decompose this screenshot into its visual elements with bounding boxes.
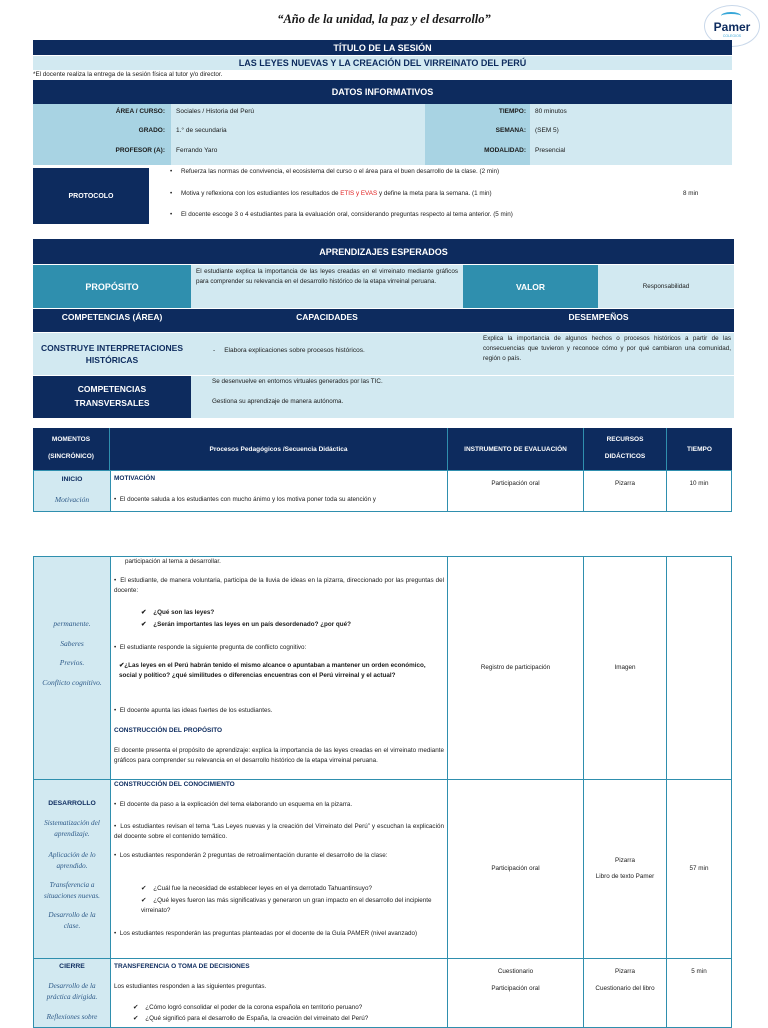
cierre-cq1: ✔ ¿Cómo logró consolidar el poder de la corona española en territorio peruano? — [133, 1004, 363, 1011]
p2-row2-recurso: Pizarra Libro de texto Pamer — [583, 779, 667, 959]
inicio-sub: Motivación — [54, 495, 90, 504]
valor-label: VALOR — [463, 265, 598, 308]
desempenos-header: DESEMPEÑOS — [568, 311, 629, 322]
p2-left-permanente: permanente. — [53, 619, 91, 628]
inicio-cell — [33, 470, 111, 512]
transversales-content — [191, 376, 734, 418]
etis-evas-highlight: ETIS y EVAS — [340, 190, 378, 197]
desarrollo-sub3: Transferencia a situaciones nuevas. — [44, 881, 100, 900]
protocolo-item-3: • El docente escoge 3 o 4 estudiantes para la evaluación oral, considerando preguntas respecto al tema anterior. (5 min) — [170, 211, 513, 218]
cierre-cq2: ✔ ¿Qué significó para el desarrollo de España, la creación del virreinato del Perú? — [133, 1015, 369, 1022]
construccion-conocimiento-title: CONSTRUCCIÓN DEL CONOCIMIENTO — [114, 781, 235, 788]
motivacion-title: MOTIVACIÓN — [114, 475, 156, 482]
inicio-label: INICIO — [61, 476, 83, 483]
desarrollo-d2: • Los estudiantes revisan el tema “Las Leyes nuevas y la creación del Virreinato del Perú” y escuchan la explicación del docente sobre el contenido temático. — [114, 823, 444, 840]
tiempo-value: 80 minutos — [535, 108, 567, 115]
col-procesos: Procesos Pedagógicos /Secuencia Didáctica — [209, 445, 348, 453]
transversal-1: Se desenvuelve en entornos virtuales generados por las TIC. — [212, 378, 383, 385]
inicio-recurso: Pizarra — [583, 470, 667, 512]
aprendizajes-header: APRENDIZAJES ESPERADOS — [33, 239, 734, 264]
logo-text: Pamer — [713, 20, 751, 34]
protocolo-item-2: • Motiva y reflexiona con los estudiantes los resultados de ETIS y EVAS y define la meta para la semana. (1 min) — [170, 190, 492, 197]
cierre-cell — [33, 958, 111, 1028]
p2-row3-tiempo: 5 min — [666, 958, 732, 1028]
cierre-sub1: Desarrollo de la práctica dirigida. — [46, 982, 98, 1001]
tiempo-label: TIEMPO: — [498, 108, 526, 115]
p2-row2-instrumento: Participación oral — [447, 779, 584, 959]
desarrollo-dq2: ✔ ¿Qué leyes fueron las más significativas y generaron un gran impacto en el desarrollo del incipiente virreinato? — [141, 897, 432, 914]
proposito-label: PROPÓSITO — [33, 265, 191, 308]
motivacion-text: • El docente saluda a los estudiantes con mucho ánimo y los motiva poner toda su atención y — [114, 496, 376, 503]
competencias-transversales-label: COMPETENCIAS TRANSVERSALES — [33, 376, 191, 418]
motivacion-cell — [110, 470, 448, 512]
p2-q1: ✔ ¿Qué son las leyes? — [141, 609, 215, 616]
capacidad-text: - Elabora explicaciones sobre procesos históricos. — [213, 347, 365, 354]
area-label: ÁREA / CURSO: — [115, 108, 165, 115]
grado-value: 1.° de secundaria — [176, 127, 227, 134]
protocolo-time: 8 min — [683, 190, 699, 197]
desarrollo-cell — [33, 779, 111, 959]
semana-label: SEMANA: — [495, 127, 526, 134]
desarrollo-sub1: Sistematización del aprendizaje. — [44, 819, 100, 838]
p2-left-conflicto: Conflicto cognitivo. — [42, 678, 102, 687]
profesor-label: PROFESOR (A): — [115, 147, 165, 154]
transferencia-title: TRANSFERENCIA O TOMA DE DECISIONES — [114, 963, 250, 970]
inicio-tiempo: 10 min — [666, 470, 732, 512]
p2-inicio-content-cell — [110, 556, 448, 780]
p2-inicio-left-cell — [33, 556, 111, 780]
p2-q2: ✔ ¿Serán importantes las leyes en un país desordenado? ¿por qué? — [141, 621, 351, 628]
cierre-sub2: Reflexiones sobre — [46, 1013, 98, 1021]
protocolo-label: PROTOCOLO — [33, 168, 149, 224]
session-title: LAS LEYES NUEVAS Y LA CREACIÓN DEL VIRREINATO DEL PERÚ — [33, 56, 732, 70]
p2-row3-recurso: Pizarra Cuestionario del libro — [583, 958, 667, 1028]
desarrollo-sub4: Desarrollo de la clase. — [48, 911, 96, 930]
area-value: Sociales / Historia del Perú — [176, 108, 255, 115]
p2-left-saberes: Saberes — [60, 639, 84, 648]
desarrollo-d1: • El docente da paso a la explicación del tema elaborando un esquema en la pizarra. — [114, 801, 353, 808]
p2-left-previos: Previos. — [59, 658, 85, 667]
desarrollo-label: DESARROLLO — [48, 800, 96, 807]
competencias-header: COMPETENCIAS (ÁREA) — [61, 311, 163, 322]
desarrollo-d4: • Los estudiantes responderán las preguntas planteadas por el docente de la Guía PAMER (nivel avanzado) — [114, 930, 418, 937]
profesor-value: Ferrando Yaro — [176, 147, 218, 154]
transversal-2: Gestiona su aprendizaje de manera autónoma. — [212, 398, 344, 405]
col-recursos: RECURSOS DIDÁCTICOS — [583, 428, 666, 470]
competencia-historica: CONSTRUYE INTERPRETACIONES HISTÓRICAS — [33, 333, 191, 375]
datos-header: DATOS INFORMATIVOS — [33, 80, 732, 104]
semana-value: (SEM 5) — [535, 127, 559, 134]
p2-cont-2: • El estudiante, de manera voluntaria, participa de la lluvia de ideas en la pizarra, direccionado por las preguntas del docente: — [114, 577, 444, 594]
modalidad-label: MODALIDAD: — [484, 147, 526, 154]
cierre-label: CIERRE — [59, 963, 85, 970]
grado-label: GRADO: — [138, 127, 165, 134]
p2-row1-tiempo — [666, 556, 732, 780]
cierre-content-cell — [110, 958, 448, 1028]
protocolo-item-1: • Refuerza las normas de convivencia, el ecosistema del curso o el área para el buen desarrollo de la clase. (2 min) — [170, 168, 500, 175]
p2-row1-instrumento: Registro de participación — [447, 556, 584, 780]
protocolo-content — [150, 166, 732, 226]
desarrollo-dq1: ✔ ¿Cuál fue la necesidad de establecer leyes en el ya derrotado Tahuantinsuyo? — [141, 885, 372, 892]
p2-cont-4: • El docente apunta las ideas fuertes de los estudiantes. — [114, 707, 273, 714]
desarrollo-content-cell — [110, 779, 448, 959]
construccion-proposito-title: CONSTRUCCIÓN DEL PROPÓSITO — [114, 727, 223, 734]
construccion-proposito-text: El docente presenta el propósito de aprendizaje: explica la importancia de las leyes creadas en el virreinato mediante gráficos para comprender su relevancia en el desarrollo histórico de la etapa virreinal peruana. — [114, 747, 444, 764]
document-motto: “Año de la unidad, la paz y el desarrollo” — [277, 12, 491, 26]
proposito-text: El estudiante explica la importancia de las leyes creadas en el virreinato mediante gráficos para comprender su relevancia en el desarrollo histórico de la etapa virreinal peruana. — [191, 265, 463, 308]
valor-value: Responsabilidad — [598, 265, 734, 308]
p2-cont-3: • El estudiante responde la siguiente pregunta de conflicto cognitivo: — [114, 644, 307, 651]
p2-q3: ✔¿Las leyes en el Perú habrán tenido el mismo alcance o apuntaban a mantener un orden económico, social y político? ¿qué similitudes o diferencias encuentras con el Perú virreinal y el actual? — [119, 662, 426, 679]
logo-swoosh-icon — [721, 12, 741, 20]
col-momentos: MOMENTOS (SINCRÓNICO) — [33, 428, 110, 470]
capacidades-header: CAPACIDADES — [296, 311, 358, 322]
p2-row3-instrumento: Cuestionario Participación oral — [447, 958, 584, 1028]
desempeno-text: Explica la importancia de algunos hechos o procesos históricos a partir de las consecuencias que tuvieron y reconoce cómo y por qué cambiaron una comunidad, región o país. — [463, 333, 734, 375]
desarrollo-d3: • Los estudiantes responderán 2 preguntas de retroalimentación durante el desarrollo de la clase: — [114, 852, 388, 859]
p2-cont-1: participación al tema a desarrollar. — [125, 558, 221, 565]
p2-row2-tiempo: 57 min — [666, 779, 732, 959]
inicio-instrumento: Participación oral — [447, 470, 584, 512]
modalidad-value: Presencial — [535, 147, 566, 154]
col-tiempo: TIEMPO — [666, 428, 732, 470]
col-instrumento: INSTRUMENTO DE EVALUACIÓN — [447, 428, 583, 470]
capacidad-row — [191, 333, 463, 375]
session-note: *El docente realiza la entrega de la sesión física al tutor y/o director. — [33, 71, 223, 78]
desarrollo-sub2: Aplicación de lo aprendido. — [48, 851, 96, 870]
p2-row1-recurso: Imagen — [583, 556, 667, 780]
session-title-label: TÍTULO DE LA SESIÓN — [33, 40, 732, 55]
logo-subtext: COLEGIOS — [722, 34, 742, 38]
cierre-c1: Los estudiantes responden a las siguientes preguntas. — [114, 983, 267, 990]
